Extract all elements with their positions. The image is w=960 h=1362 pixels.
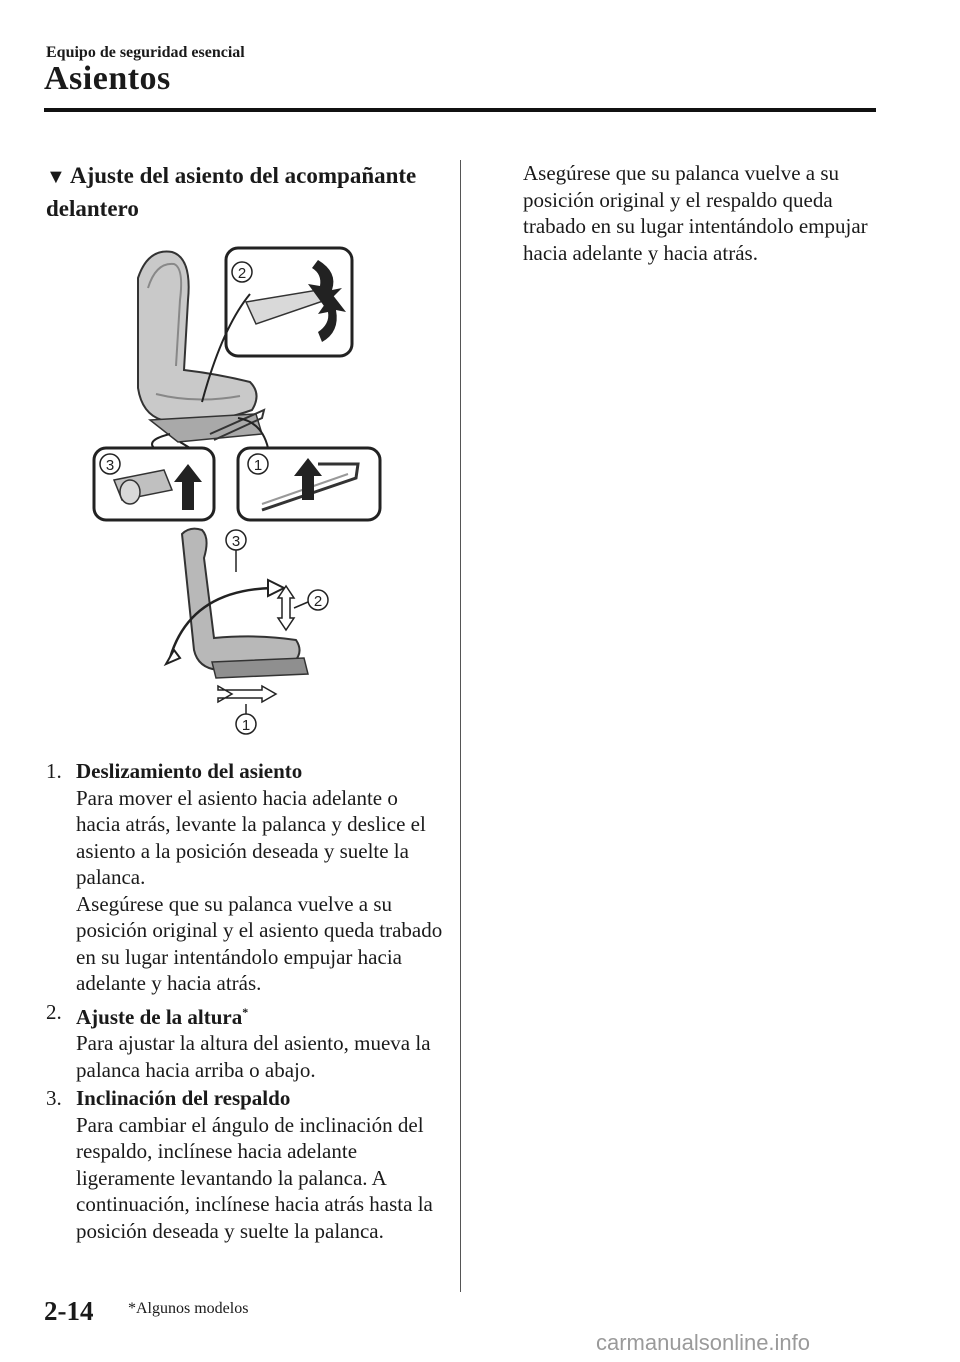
item-title: Ajuste de la altura: [76, 1004, 243, 1029]
watermark: carmanualsonline.info: [596, 1330, 811, 1355]
list-item-2: [46, 999, 446, 1084]
svg-text:3: 3: [105, 457, 115, 474]
callout-2-top: [232, 262, 252, 282]
subheading-text: Ajuste del asiento del acompañante delantero: [46, 163, 417, 221]
callout-1-bottom: [236, 714, 256, 734]
item-body: Para cambiar el ángulo de inclinación del respaldo, inclínese hacia adelante ligeramente levantando la palanca. A continuación, inclínese hacia atrás hasta la posición deseada y suelte la palanca.: [76, 1112, 433, 1243]
footnote: *Algunos modelos: [128, 1300, 249, 1317]
callout-2-bottom: [308, 590, 328, 610]
item-title-wrap: [76, 999, 446, 1031]
right-column-text: Asegúrese que su palanca vuelve a su posición original y el respaldo queda trabado en su lugar intentándolo empujar hacia adelante y hacia atrás.: [523, 161, 868, 265]
subheading: [46, 160, 436, 225]
callout-3-bottom: [226, 530, 246, 550]
item-number: 2.: [46, 999, 62, 1024]
svg-text:2: 2: [237, 265, 247, 282]
callout-1-top: [248, 454, 268, 474]
item-title: Deslizamiento del asiento: [76, 759, 303, 783]
seat-adjustment-figure: [86, 238, 396, 738]
instruction-list: [46, 758, 446, 1246]
svg-text:2: 2: [313, 593, 323, 610]
title-rule: [44, 108, 876, 112]
item-body: Asegúrese que su palanca vuelve a su posición original y el asiento queda trabado en su lugar intentándolo empujar hacia adelante y hacia atrás.: [76, 891, 443, 995]
page-number: 2-14: [44, 1296, 94, 1326]
section-label: Equipo de seguridad esencial: [46, 44, 245, 61]
item-body: Para mover el asiento hacia adelante o hacia atrás, levante la palanca y deslice el asiento a la posición deseada y suelte la palanca.: [76, 785, 426, 889]
column-divider: [460, 160, 461, 1292]
seat-side-illustration: [166, 529, 308, 714]
page-title: Asientos: [44, 60, 171, 97]
item-number: 1.: [46, 759, 62, 783]
svg-text:1: 1: [253, 457, 263, 474]
triangle-marker-icon: ▼: [46, 166, 66, 188]
item-title: Inclinación del respaldo: [76, 1086, 291, 1110]
list-item-3: [46, 1085, 446, 1244]
item-body: Para ajustar la altura del asiento, mueva la palanca hacia arriba o abajo.: [76, 1031, 431, 1082]
list-item-1: [46, 758, 446, 997]
item-number: 3.: [46, 1086, 62, 1110]
callout-3-top: [100, 454, 120, 474]
svg-text:1: 1: [241, 717, 251, 734]
svg-text:3: 3: [231, 533, 241, 550]
optional-mark: *: [242, 1004, 249, 1019]
